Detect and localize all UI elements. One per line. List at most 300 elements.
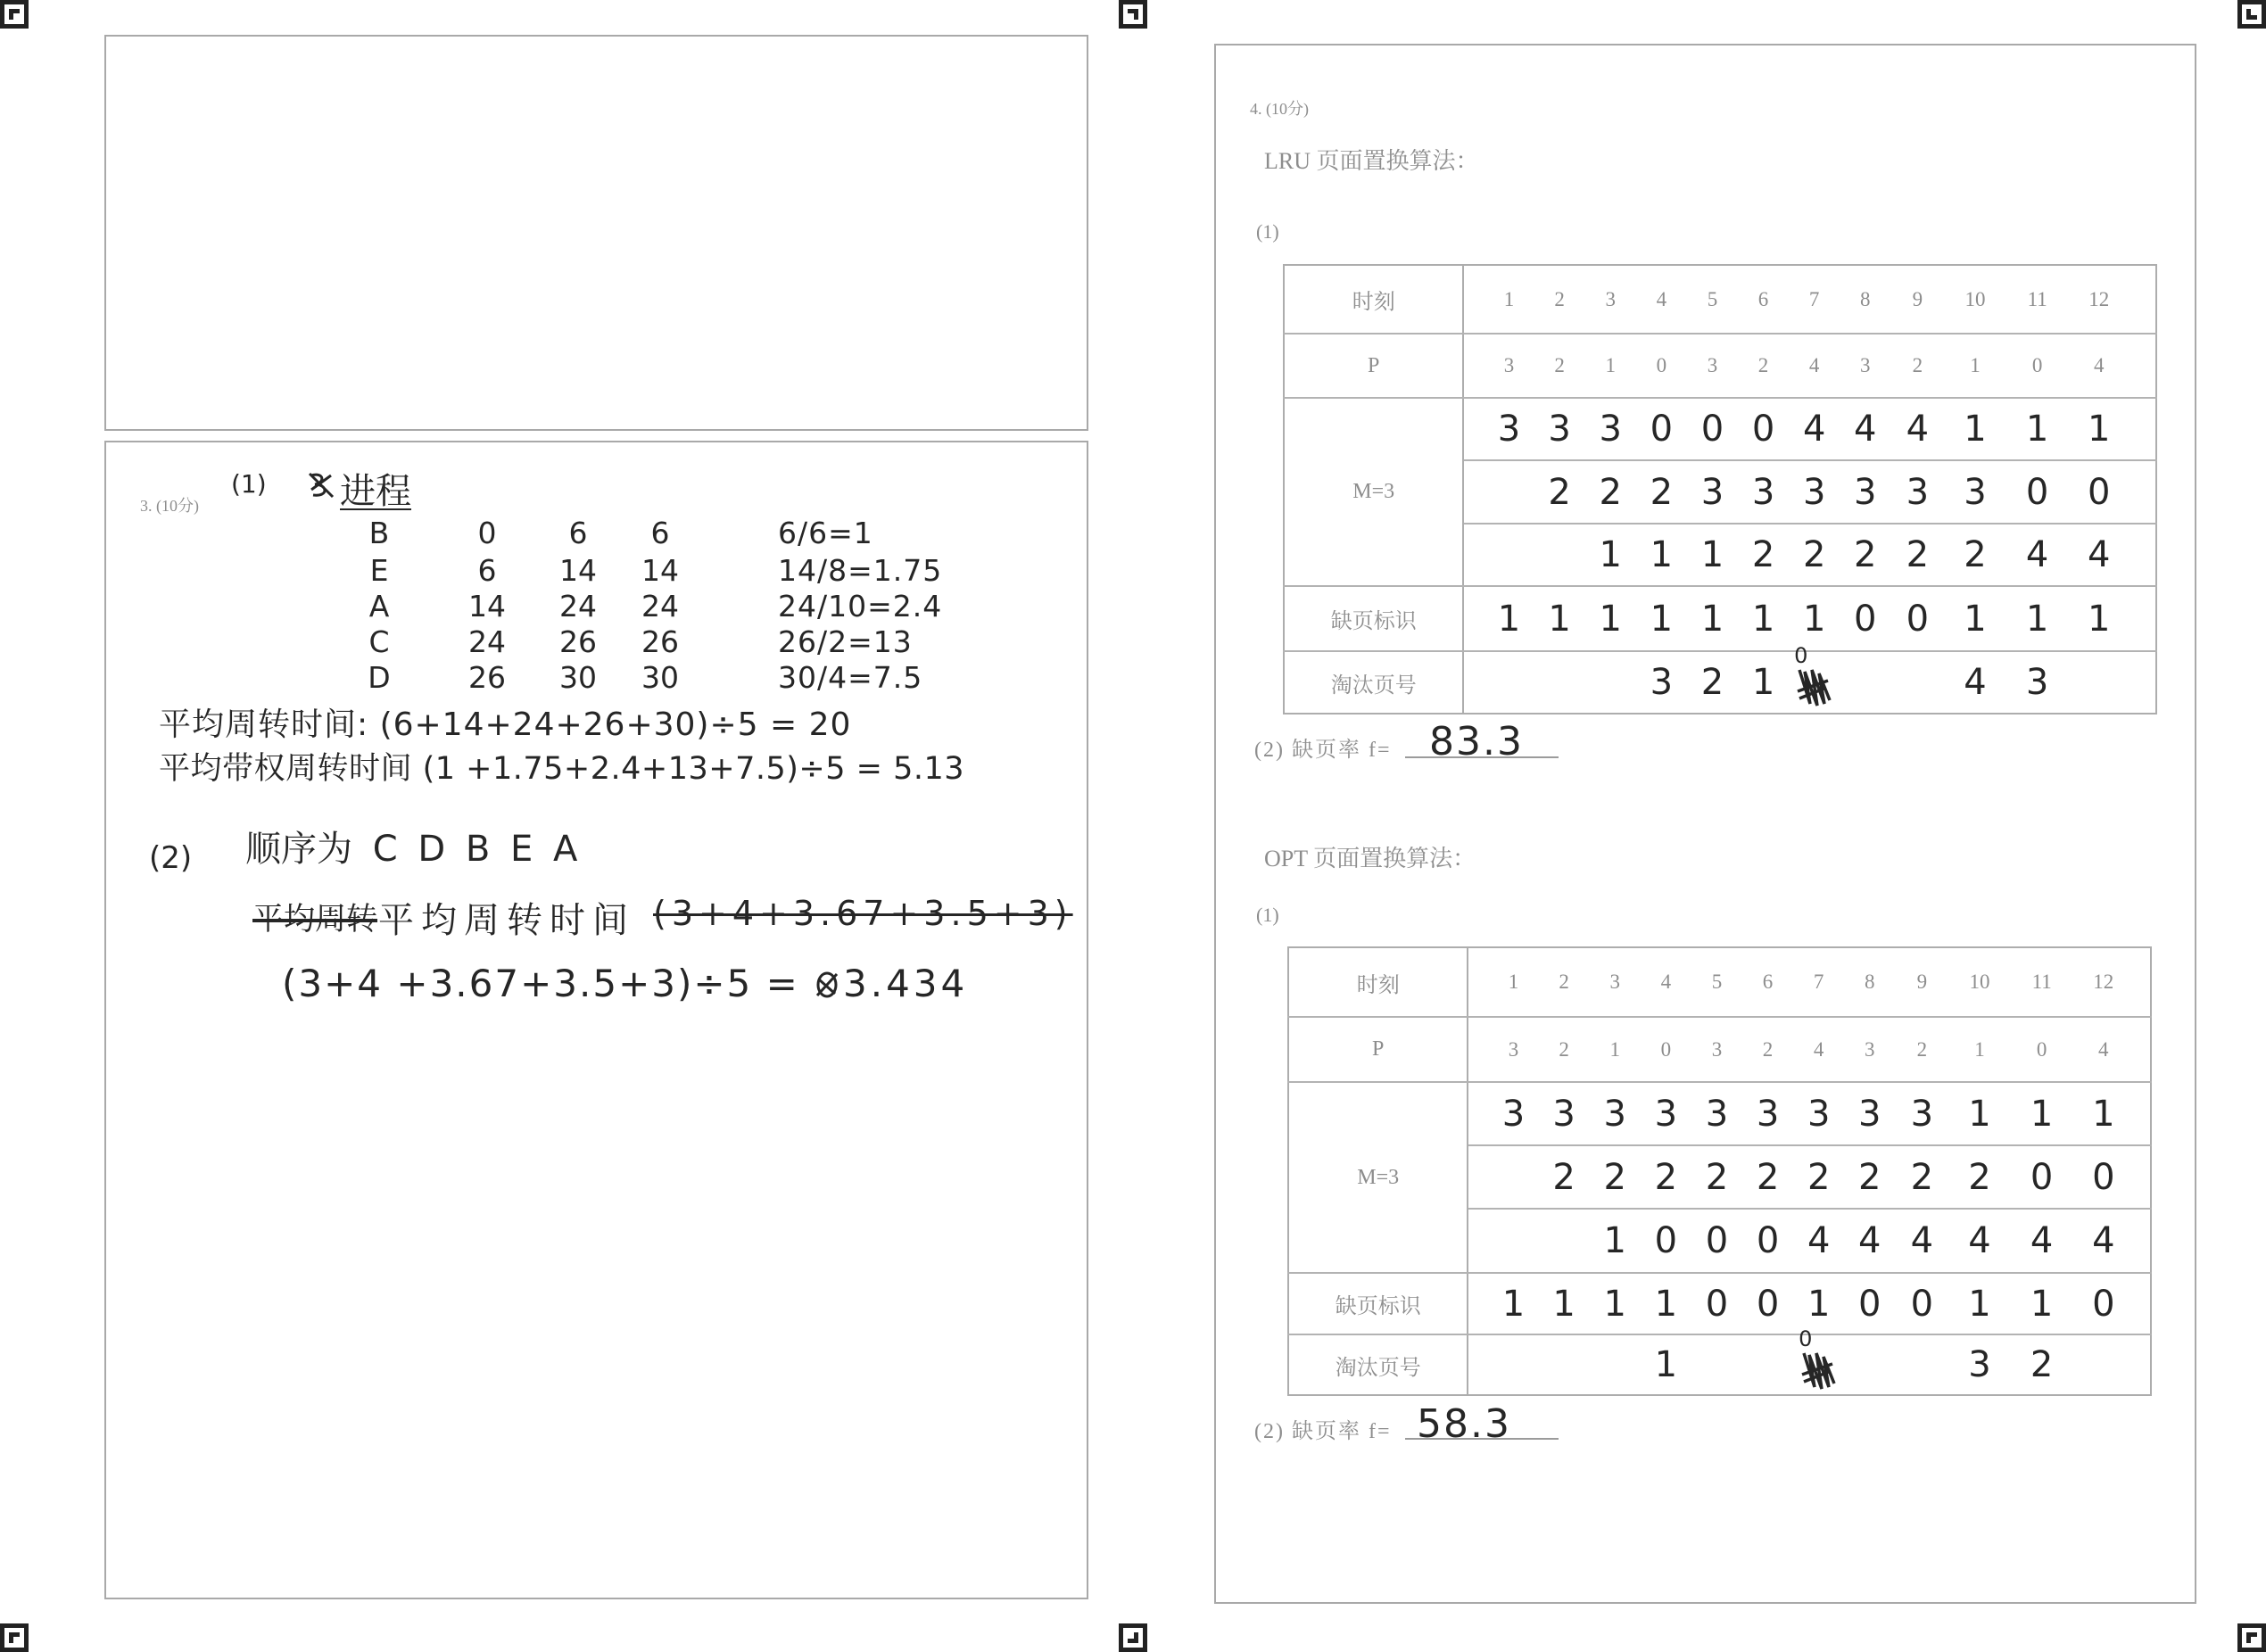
table-cell (1840, 398, 1890, 460)
cell-value: 1 (1552, 1283, 1575, 1325)
table-cell (1890, 460, 1944, 524)
cell-value: 0 (1756, 1220, 1780, 1261)
page-fault-row (1284, 586, 2156, 651)
table-cell (2006, 398, 2069, 460)
opt-section-title: OPT 页面置换算法： (1264, 846, 1476, 871)
start-time: 6 (477, 553, 497, 588)
cell-value: 1 (1548, 598, 1571, 640)
table-cell (1738, 460, 1789, 524)
table-cell (1789, 524, 1840, 586)
cell-value: 2 (1554, 287, 1565, 310)
row-header: P (1284, 334, 1463, 398)
cell-value: 0 (1705, 1220, 1729, 1261)
cell-value: 6 (1757, 287, 1769, 310)
cell-spacer (1468, 1017, 1488, 1082)
row-header: 时刻 (1288, 947, 1468, 1017)
table-cell (2073, 1209, 2134, 1273)
process-row (0, 553, 981, 589)
row-header: M=3 (1284, 398, 1463, 586)
cell-value: 1 (1603, 1283, 1626, 1325)
table-cell (1742, 1082, 1793, 1145)
table-cell (1895, 1209, 1948, 1273)
scan-marker-icon (1119, 0, 1147, 29)
cell-value: 1 (1970, 354, 1981, 376)
table-cell (1590, 1145, 1641, 1209)
cell-value: 2 (1700, 662, 1724, 703)
finish-time: 26 (559, 624, 597, 659)
cell-value: 4 (1964, 662, 1987, 703)
cell-value: 2 (1650, 471, 1674, 513)
table-cell (1590, 1082, 1641, 1145)
cell-value: 1 (1654, 1344, 1678, 1385)
table-cell (1585, 398, 1636, 460)
cell-value: 10 (1964, 287, 1986, 310)
cell-value: 1 (1802, 598, 1826, 640)
cell-value: 2 (1802, 534, 1826, 575)
question-number: 4. (10分) (1250, 100, 1309, 118)
time-row (1284, 265, 2156, 334)
table-cell (2011, 947, 2073, 1017)
table-cell (1484, 651, 1534, 714)
turnaround-time: 30 (641, 660, 679, 695)
cell-value: 4 (1968, 1220, 1991, 1261)
cell-spacer (1468, 1209, 1488, 1273)
finish-time: 14 (559, 553, 597, 588)
table-cell (1687, 334, 1738, 398)
table-cell (1840, 586, 1890, 651)
cell-value: 1 (1807, 1283, 1831, 1325)
table-cell (1691, 1273, 1742, 1334)
answer-box-blank (104, 35, 1088, 431)
cell-spacer (1463, 460, 1484, 524)
cell-value: 1 (2030, 1093, 2054, 1135)
table-cell (1840, 265, 1890, 334)
cell-value: 1 (2088, 409, 2111, 450)
table-cell (1484, 398, 1534, 460)
table-cell (1738, 524, 1789, 586)
table-cell (1793, 947, 1844, 1017)
table-cell (1687, 398, 1738, 460)
page-fault-row (1288, 1273, 2151, 1334)
fault-rate-label: (2) 缺页率 f= (1254, 739, 1392, 762)
process-row (0, 516, 981, 551)
cell-value: 3 (2025, 662, 2049, 703)
cell-value: 4 (1802, 409, 1826, 450)
cell-value: 2 (1559, 1037, 1569, 1061)
table-cell (2069, 334, 2130, 398)
struck-out-expression: (3+4+3.67+3.5+3) (653, 894, 1073, 933)
cell-value: 0 (1700, 409, 1724, 450)
table-cell (2073, 1273, 2134, 1334)
table-cell (1636, 460, 1687, 524)
cell-value: 2 (1756, 1156, 1780, 1198)
table-cell (1687, 524, 1738, 586)
cell-value: 4 (1813, 1037, 1824, 1061)
table-cell (1793, 1326, 1844, 1395)
final-expression: (3+4 +3.67+3.5+3)÷5 = (282, 962, 799, 1005)
table-cell (1738, 334, 1789, 398)
process-heading: 进程 (340, 471, 411, 512)
table-cell (1488, 1273, 1538, 1334)
cell-value: 1 (2092, 1093, 2115, 1135)
cell-value: 3 (1860, 354, 1871, 376)
table-cell (1948, 1145, 2010, 1209)
table-cell (1691, 1334, 1742, 1395)
process-name: B (368, 516, 390, 550)
cell-value: 2 (1548, 471, 1571, 513)
table-cell (1641, 1209, 1691, 1273)
cell-value: 2 (1559, 971, 1569, 993)
cell-value: 2 (1552, 1156, 1575, 1198)
table-cell (1890, 651, 1944, 714)
table-cell (1944, 265, 2005, 334)
cell-value: 4 (1854, 409, 1877, 450)
table-cell (1539, 1209, 1590, 1273)
table-cell (1895, 1273, 1948, 1334)
cell-value: 3 (1609, 971, 1620, 993)
cell-value: 1 (2025, 409, 2049, 450)
table-cell (1590, 1334, 1641, 1395)
table-cell (2006, 265, 2069, 334)
table-cell (2011, 1273, 2073, 1334)
start-time: 26 (468, 660, 506, 695)
cell-value: 11 (2031, 971, 2052, 993)
page-reference-row (1288, 1017, 2151, 1082)
table-cell (1636, 651, 1687, 714)
struck-out-text: 平均周转 (252, 902, 378, 938)
table-cell (1539, 1145, 1590, 1209)
cell-value: 3 (1964, 471, 1987, 513)
cell-value: 4 (1660, 971, 1672, 993)
cell-spacer (2130, 398, 2156, 460)
table-cell (1948, 1017, 2010, 1082)
crossed-out-scribble-icon (306, 470, 338, 500)
cell-spacer (2134, 1082, 2151, 1145)
table-cell (1641, 1334, 1691, 1395)
table-cell (1944, 651, 2005, 714)
cell-value: 2 (1705, 1156, 1729, 1198)
table-cell (2006, 460, 2069, 524)
table-cell (2011, 1334, 2073, 1395)
table-cell (2011, 1082, 2073, 1145)
table-cell (1844, 1334, 1895, 1395)
cell-value: 3 (1599, 409, 1622, 450)
cell-value: 1 (1497, 598, 1521, 640)
table-cell (1789, 265, 1840, 334)
table-cell (1636, 334, 1687, 398)
table-cell (2006, 586, 2069, 651)
table-cell (1484, 265, 1534, 334)
cell-value: 3 (1707, 354, 1718, 376)
cell-value: 4 (1906, 409, 1930, 450)
cell-value: 2 (1603, 1156, 1626, 1198)
cell-spacer (1463, 586, 1484, 651)
cell-value: 2 (1854, 534, 1877, 575)
cell-spacer (2134, 1273, 2151, 1334)
table-cell (1687, 651, 1738, 714)
cell-value: 4 (1858, 1220, 1881, 1261)
table-cell (1585, 265, 1636, 334)
table-cell (2069, 524, 2130, 586)
table-cell (1844, 1273, 1895, 1334)
scan-marker-icon (1119, 1623, 1147, 1652)
cell-value: 3 (1497, 409, 1521, 450)
lru-table (1283, 264, 2157, 714)
cell-value: 0 (1854, 598, 1877, 640)
cell-value: 9 (1912, 287, 1923, 310)
table-cell (1484, 334, 1534, 398)
cell-spacer (1463, 398, 1484, 460)
cell-spacer (1463, 651, 1484, 714)
cell-value: 3 (1756, 1093, 1780, 1135)
table-cell (2011, 1017, 2073, 1082)
cell-value: 3 (1603, 1093, 1626, 1135)
table-cell (1890, 524, 1944, 586)
cell-value: 2 (1964, 534, 1987, 575)
table-cell (1691, 1209, 1742, 1273)
cell-value: 2 (1910, 1156, 1934, 1198)
fault-rate-label: (2) 缺页率 f= (1254, 1420, 1392, 1443)
table-cell (1944, 586, 2005, 651)
table-cell (1742, 1145, 1793, 1209)
cell-spacer (1463, 334, 1484, 398)
table-cell (1488, 1017, 1538, 1082)
cell-value: 0 (2036, 1037, 2047, 1061)
cell-value: 2 (1654, 1156, 1678, 1198)
cell-value: 3 (1910, 1093, 1934, 1135)
cell-value: 0 (2088, 471, 2111, 513)
cell-value: 4 (2092, 1220, 2115, 1261)
cell-spacer (2130, 586, 2156, 651)
cell-value: 3 (1865, 1037, 1875, 1061)
cell-value: 0 (1656, 354, 1667, 376)
cell-value: 4 (1807, 1220, 1831, 1261)
cell-value: 0 (1858, 1283, 1881, 1325)
crossed-out-scribble-icon (814, 967, 840, 1003)
cell-value: 0 (1751, 409, 1775, 450)
table-cell (1890, 586, 1944, 651)
cell-value: 3 (1854, 471, 1877, 513)
table-cell (1590, 1209, 1641, 1273)
table-cell (1539, 1334, 1590, 1395)
table-cell (2073, 947, 2134, 1017)
table-cell (1534, 334, 1585, 398)
cell-value: 3 (1968, 1344, 1991, 1385)
table-cell (1636, 265, 1687, 334)
fault-rate-value: 83.3 (1429, 719, 1524, 764)
cell-spacer (1468, 1273, 1488, 1334)
table-cell (1738, 586, 1789, 651)
cell-value: 12 (2088, 287, 2110, 310)
cell-value: 0 (1654, 1220, 1678, 1261)
table-cell (1890, 398, 1944, 460)
cell-value: 3 (1700, 471, 1724, 513)
table-cell (1534, 524, 1585, 586)
weighted-turnaround-calc: 14/8=1.75 (778, 553, 943, 588)
cell-value: 4 (1656, 287, 1667, 310)
row-header: 缺页标识 (1284, 586, 1463, 651)
cell-value: 4 (2088, 534, 2111, 575)
cell-value: 3 (1548, 409, 1571, 450)
table-cell (1534, 460, 1585, 524)
table-cell (2069, 460, 2130, 524)
process-name: E (369, 553, 389, 588)
cell-value: 1 (1501, 1283, 1526, 1325)
cell-spacer (2130, 334, 2156, 398)
cell-value: 3 (1802, 471, 1826, 513)
cell-value: 4 (2030, 1220, 2054, 1261)
cell-spacer (2130, 460, 2156, 524)
process-name: A (368, 589, 390, 624)
row-header: P (1288, 1017, 1468, 1082)
table-cell (1488, 1082, 1538, 1145)
finish-time: 30 (559, 660, 597, 695)
table-cell (1793, 1273, 1844, 1334)
cell-value: 1 (1599, 598, 1622, 640)
cell-value: 2 (1807, 1156, 1831, 1198)
average-weighted-turnaround-line: 平均带权周转时间 (1 +1.75+2.4+13+7.5)÷5 = 5.13 (159, 751, 965, 787)
table-cell (1484, 586, 1534, 651)
cell-value: 1 (1968, 1093, 1991, 1135)
average-turnaround-line: 平均周转时间: (6+14+24+26+30)÷5 = 20 (159, 706, 852, 743)
cell-value: 2 (1906, 534, 1930, 575)
cell-spacer (2134, 947, 2151, 1017)
table-cell (1687, 265, 1738, 334)
table-cell (1738, 651, 1789, 714)
table-cell (1641, 947, 1691, 1017)
cell-value: 2 (1762, 1037, 1774, 1061)
table-cell (1641, 1273, 1691, 1334)
cell-value: 0 (1705, 1283, 1729, 1325)
cell-value: 7 (1813, 971, 1824, 993)
table-cell (1789, 586, 1840, 651)
table-cell (1895, 1145, 1948, 1209)
row-header: 缺页标识 (1288, 1273, 1468, 1334)
process-name: D (368, 660, 391, 695)
table-cell (2006, 524, 2069, 586)
process-row (0, 660, 981, 696)
turnaround-time: 24 (641, 589, 679, 624)
scan-marker-icon (2237, 0, 2266, 29)
evicted-page-row (1288, 1334, 2151, 1395)
table-cell (1539, 1273, 1590, 1334)
cell-spacer (1468, 1334, 1488, 1395)
cell-value: 2 (1912, 354, 1923, 376)
cell-value: 0 (1910, 1283, 1934, 1325)
cell-value: 1 (1964, 598, 1987, 640)
cell-value: 3 (1858, 1093, 1881, 1135)
table-cell (1534, 586, 1585, 651)
table-cell (1948, 1334, 2010, 1395)
table-cell (1488, 1145, 1538, 1209)
table-cell (1585, 334, 1636, 398)
cell-value: 1 (2025, 598, 2049, 640)
table-cell (1738, 265, 1789, 334)
table-cell (1534, 265, 1585, 334)
table-cell (1534, 651, 1585, 714)
table-cell (2069, 265, 2130, 334)
row-header: 时刻 (1284, 265, 1463, 334)
cell-value: 7 (1808, 287, 1820, 310)
cell-value: 0 (1650, 409, 1674, 450)
table-cell (1641, 1017, 1691, 1082)
cell-value: 3 (1705, 1093, 1729, 1135)
average-turnaround-label: 平均周转时间 (378, 900, 635, 941)
table-cell (1789, 398, 1840, 460)
cell-spacer (2134, 1145, 2151, 1209)
table-cell (1844, 947, 1895, 1017)
cell-value: 4 (2094, 354, 2105, 376)
row-header: M=3 (1288, 1082, 1468, 1273)
cell-value: 1 (2088, 598, 2111, 640)
cell-value: 1 (1700, 534, 1724, 575)
cell-spacer (1468, 947, 1488, 1017)
cell-spacer (2130, 265, 2156, 334)
cell-value: 1 (1599, 534, 1622, 575)
table-cell (1944, 334, 2005, 398)
process-row (0, 589, 981, 624)
cell-value: 1 (1974, 1037, 1985, 1061)
cell-value: 3 (1751, 471, 1775, 513)
table-cell (2069, 586, 2130, 651)
table-cell (2073, 1017, 2134, 1082)
weighted-turnaround-calc: 26/2=13 (778, 624, 913, 659)
cell-spacer (2134, 1017, 2151, 1082)
fault-rate-value: 58.3 (1417, 1401, 1511, 1447)
cell-value: 3 (1503, 354, 1515, 376)
frame-row (1284, 398, 2156, 460)
time-row (1288, 947, 2151, 1017)
table-cell (1636, 524, 1687, 586)
table-cell (1789, 643, 1840, 714)
table-cell (1488, 1334, 1538, 1395)
table-cell (1890, 265, 1944, 334)
table-cell (1948, 947, 2010, 1017)
cell-value: 8 (1860, 287, 1871, 310)
cell-value: 2 (1858, 1156, 1881, 1198)
table-cell (1948, 1273, 2010, 1334)
start-time: 24 (468, 624, 506, 659)
table-cell (1789, 460, 1840, 524)
table-cell (1793, 1017, 1844, 1082)
table-cell (2011, 1145, 2073, 1209)
table-cell (1840, 460, 1890, 524)
table-cell (1944, 460, 2005, 524)
table-cell (2073, 1334, 2134, 1395)
cell-spacer (1463, 524, 1484, 586)
part-label: (1) (231, 469, 267, 499)
table-cell (1742, 1017, 1793, 1082)
cell-value: 4 (1910, 1220, 1934, 1261)
row-header: 淘汰页号 (1288, 1334, 1468, 1395)
cell-value: 6 (1762, 971, 1774, 993)
table-cell (1793, 1082, 1844, 1145)
table-cell (1585, 524, 1636, 586)
table-cell (1742, 1334, 1793, 1395)
table-cell (1585, 460, 1636, 524)
cell-value: 3 (1807, 1093, 1831, 1135)
cell-value: 8 (1865, 971, 1875, 993)
final-result: 3.434 (843, 962, 969, 1005)
cell-value: 2 (2030, 1344, 2054, 1385)
table-cell (1488, 947, 1538, 1017)
frame-row (1288, 1082, 2151, 1145)
cell-value: 0 (1756, 1283, 1780, 1325)
table-cell (1742, 1273, 1793, 1334)
crossed-out-scribble-icon (1797, 1348, 1840, 1392)
table-cell (1793, 1145, 1844, 1209)
table-cell (1585, 651, 1636, 714)
